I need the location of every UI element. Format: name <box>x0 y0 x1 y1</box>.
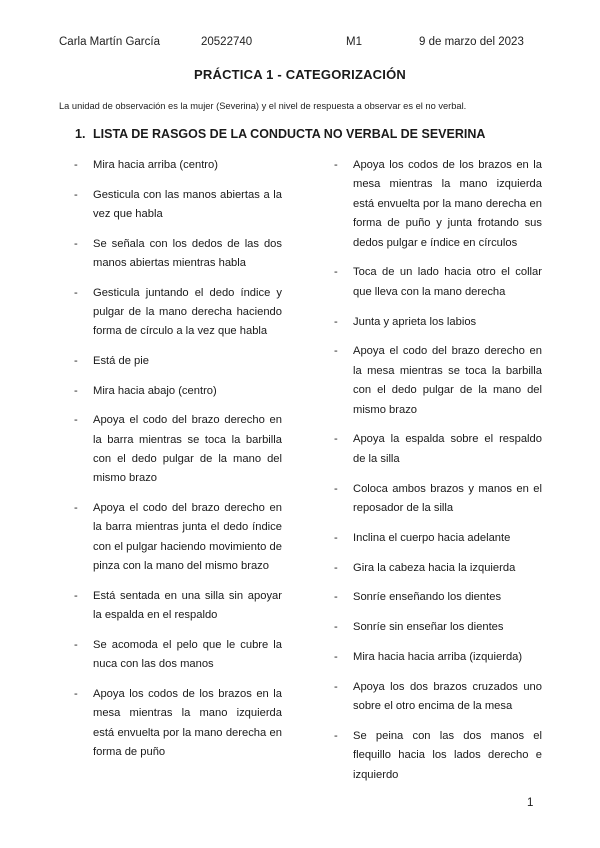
list-item <box>74 411 282 489</box>
bullet-dash: - <box>334 730 338 743</box>
list-item <box>74 352 282 371</box>
group-code: M1 <box>346 36 362 48</box>
list-item-text: Sonríe enseñando los dientes <box>353 591 502 604</box>
bullet-dash: - <box>74 414 78 427</box>
list-item <box>74 186 282 225</box>
list-item-text: Sonríe sin enseñar los dientes <box>353 621 504 634</box>
list-item <box>334 559 542 578</box>
list-item <box>334 263 542 302</box>
list-item-text: Está sentada en una silla sin apoyar la espalda en el respaldo <box>93 589 282 622</box>
bullet-dash: - <box>74 589 78 602</box>
section-number: 1. <box>75 127 86 141</box>
list-item-text: Mira hacia arriba (centro) <box>93 159 218 171</box>
list-item <box>334 727 542 785</box>
list-item <box>334 648 542 667</box>
list-item-text: Apoya la espalda sobre el respaldo de la silla <box>353 433 542 465</box>
list-item-text: Junta y aprieta los labios <box>353 315 477 328</box>
section-title: LISTA DE RASGOS DE LA CONDUCTA NO VERBAL DE SEVERINA <box>93 127 486 141</box>
list-item-text: Coloca ambos brazos y manos en el reposador de la silla <box>353 482 542 515</box>
list-item <box>334 156 542 253</box>
bullet-dash: - <box>74 687 78 700</box>
bullet-dash: - <box>74 355 78 367</box>
bullet-dash: - <box>334 433 338 446</box>
list-item-text: Apoya los codos de los brazos en la mesa mientras la mano izquierda está envuelta por la mano derecha en forma de puño y junta frotando sus dedos pulgar e índice en círculos <box>353 159 542 249</box>
list-item <box>74 284 282 342</box>
bullet-dash: - <box>334 651 338 664</box>
student-id: 20522740 <box>201 36 253 48</box>
list-item-text: Apoya los codos de los brazos en la mesa mientras la mano izquierda está envuelta por la mano derecha en forma de puño <box>93 687 282 759</box>
document-date: 9 de marzo del 2023 <box>419 36 524 48</box>
left-column-list <box>74 156 282 773</box>
list-item <box>334 529 542 548</box>
list-item <box>334 313 542 332</box>
list-item-text: Está de pie <box>93 355 149 367</box>
document-title: PRÁCTICA 1 - CATEGORIZACIÓN <box>194 67 406 82</box>
list-item-text: Gira la cabeza hacia la izquierda <box>353 561 516 574</box>
bullet-dash: - <box>334 266 338 279</box>
bullet-dash: - <box>334 561 338 574</box>
bullet-dash: - <box>334 315 338 328</box>
list-item-text: Mira hacia abajo (centro) <box>93 384 217 397</box>
list-item <box>334 430 542 469</box>
right-column-list <box>334 156 542 796</box>
bullet-dash: - <box>334 621 338 634</box>
list-item-text: Apoya el codo del brazo derecho en la barra mientras junta el dedo índice con el pulgar haciendo movimiento de pinza con la mano del mismo brazo <box>93 502 282 573</box>
list-item-text: Inclina el cuerpo hacia adelante <box>353 531 511 544</box>
list-item <box>74 235 282 274</box>
list-item-text: Apoya el codo del brazo derecho en la barra mientras se toca la barbilla con el dedo pulgar de la mano del mismo brazo <box>93 414 282 485</box>
bullet-dash: - <box>74 159 78 171</box>
bullet-dash: - <box>74 188 78 201</box>
bullet-dash: - <box>334 680 338 693</box>
intro-paragraph: La unidad de observación es la mujer (Severina) y el nivel de respuesta a observar es el no verbal. <box>59 101 467 111</box>
bullet-dash: - <box>334 159 338 171</box>
list-item-text: Gesticula con las manos abiertas a la vez que habla <box>93 188 282 220</box>
list-item-text: Gesticula juntando el dedo índice y pulgar de la mano derecha haciendo forma de círculo a la vez que habla <box>93 286 282 338</box>
list-item <box>334 588 542 607</box>
bullet-dash: - <box>334 345 338 358</box>
list-item <box>334 678 542 717</box>
list-item <box>74 499 282 577</box>
list-item-text: Se acomoda el pelo que le cubre la nuca con las dos manos <box>93 638 282 671</box>
list-item-text: Apoya el codo del brazo derecho en la mesa mientras se toca la barbilla con el dedo pulgar de la mano del mismo brazo <box>353 345 542 416</box>
bullet-dash: - <box>74 502 78 514</box>
list-item <box>74 636 282 675</box>
bullet-dash: - <box>74 384 78 397</box>
list-item-text: Se peina con las dos manos el flequillo hacia los lados derecho e izquierdo <box>353 730 542 781</box>
bullet-dash: - <box>74 237 78 250</box>
page-number: 1 <box>527 797 534 809</box>
list-item <box>74 685 282 763</box>
list-item <box>334 342 542 420</box>
list-item-text: Mira hacia hacia arriba (izquierda) <box>353 651 523 664</box>
bullet-dash: - <box>74 638 78 651</box>
bullet-dash: - <box>334 531 338 544</box>
author-name: Carla Martín García <box>59 36 160 48</box>
list-item <box>74 587 282 626</box>
bullet-dash: - <box>334 482 338 495</box>
list-item-text: Toca de un lado hacia otro el collar que lleva con la mano derecha <box>353 266 542 298</box>
bullet-dash: - <box>74 286 78 299</box>
list-item <box>334 618 542 637</box>
list-item <box>74 382 282 401</box>
list-item <box>334 480 542 519</box>
list-item <box>74 156 282 175</box>
list-item-text: Apoya los dos brazos cruzados uno sobre el otro encima de la mesa <box>353 680 542 713</box>
list-item-text: Se señala con los dedos de las dos manos abiertas mientras habla <box>93 237 282 269</box>
bullet-dash: - <box>334 591 338 604</box>
